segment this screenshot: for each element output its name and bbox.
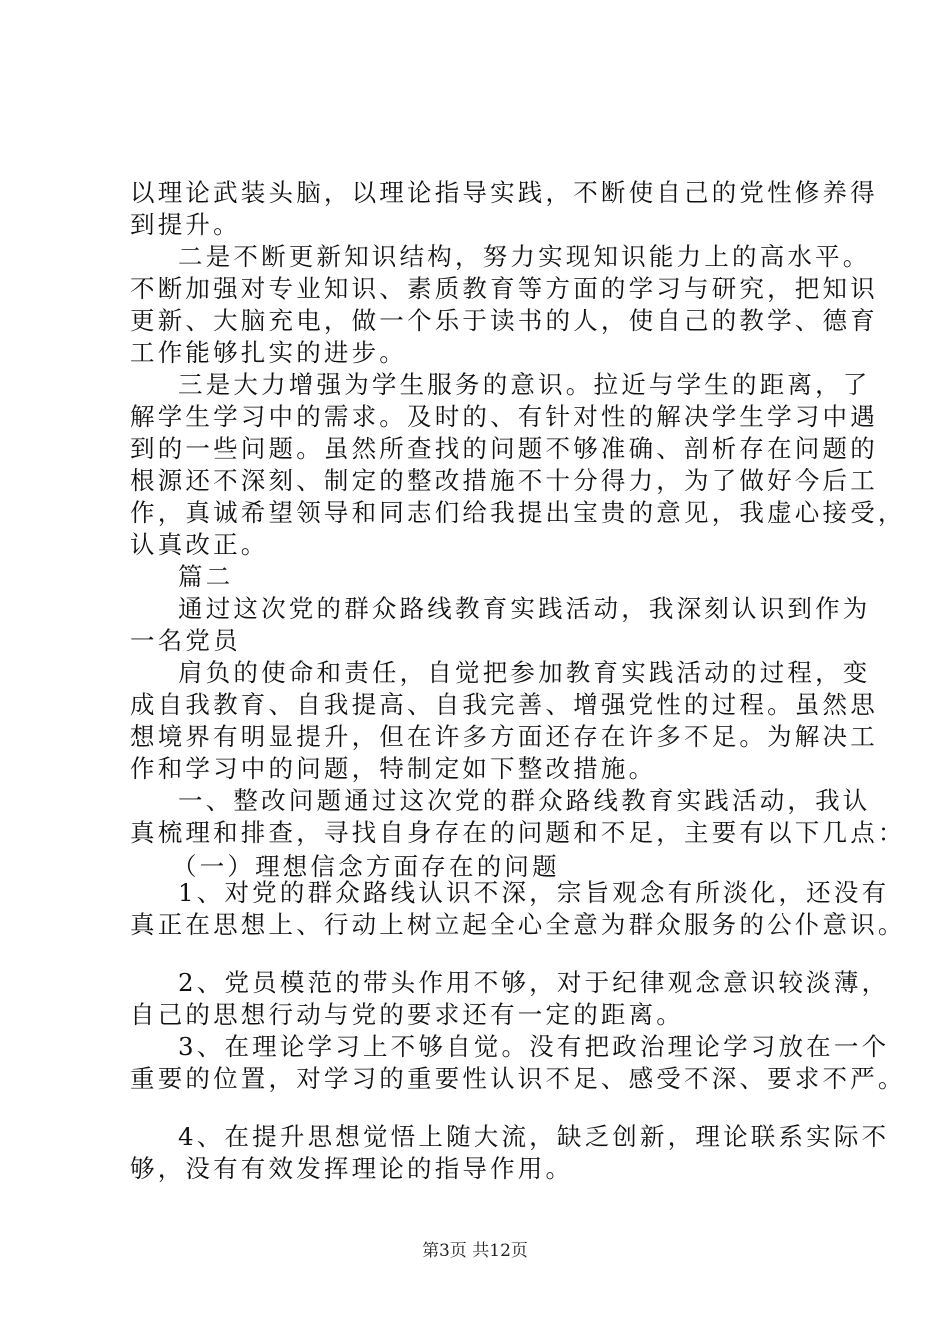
text-line: 作和学习中的问题，特制定如下整改措施。 bbox=[130, 754, 657, 783]
list-item-1-line: 1、对党的群众路线认识不深，宗旨观念有所淡化，还没有 bbox=[178, 878, 890, 907]
text-line: 以理论武装头脑，以理论指导实践，不断使自己的党性修养得 bbox=[130, 178, 878, 207]
list-item-4-line: 4、在提升思想觉悟上随大流，缺乏创新，理论联系实际不 bbox=[178, 1122, 890, 1151]
text-line: 作，真诚希望领导和同志们给我提出宝贵的意见，我虚心接受， bbox=[130, 498, 906, 527]
text-line: 根源还不深刻、制定的整改措施不十分得力，为了做好今后工 bbox=[130, 466, 878, 495]
subsection-heading: （一）理想信念方面存在的问题 bbox=[172, 852, 560, 881]
list-item-3-line: 3、在理论学习上不够自觉。没有把政治理论学习放在一个 bbox=[178, 1032, 890, 1061]
text-line: 真梳理和排查，寻找自身存在的问题和不足，主要有以下几点： bbox=[130, 818, 906, 847]
text-line: 自己的思想行动与党的要求还有一定的距离。 bbox=[130, 1000, 684, 1029]
paragraph-start-line: 肩负的使命和责任，自觉把参加教育实践活动的过程，变 bbox=[178, 658, 871, 687]
text-line: 成自我教育、自我提高、自我完善、增强党性的过程。虽然思 bbox=[130, 690, 878, 719]
paragraph-start-line: 通过这次党的群众路线教育实践活动，我深刻认识到作为 bbox=[178, 594, 871, 623]
text-line: 更新、大脑充电，做一个乐于读书的人，使自己的教学、德育 bbox=[130, 306, 878, 335]
section-heading: 篇二 bbox=[178, 562, 234, 591]
text-line: 认真改正。 bbox=[130, 530, 269, 559]
text-line: 想境界有明显提升，但在许多方面还存在许多不足。为解决工 bbox=[130, 722, 878, 751]
paragraph-start-line: 二是不断更新知识结构，努力实现知识能力上的高水平。 bbox=[178, 242, 871, 271]
text-line: 不断加强对专业知识、素质教育等方面的学习与研究，把知识 bbox=[130, 274, 878, 303]
paragraph-start-line: 三是大力增强为学生服务的意识。拉近与学生的距离，了 bbox=[178, 370, 871, 399]
text-line: 到的一些问题。虽然所查找的问题不够准确、剖析存在问题的 bbox=[130, 434, 878, 463]
text-line: 到提升。 bbox=[130, 210, 241, 239]
text-line: 一名党员 bbox=[130, 626, 241, 655]
text-line: 重要的位置，对学习的重要性认识不足、感受不深、要求不严。 bbox=[130, 1064, 906, 1093]
list-item-2-line: 2、党员模范的带头作用不够，对于纪律观念意识较淡薄， bbox=[178, 968, 890, 997]
text-line: 真正在思想上、行动上树立起全心全意为群众服务的公仆意识。 bbox=[130, 910, 906, 939]
text-line: 工作能够扎实的进步。 bbox=[130, 338, 407, 367]
page-footer: 第3页 共12页 bbox=[422, 1241, 528, 1261]
text-line: 够，没有有效发挥理论的指导作用。 bbox=[130, 1154, 574, 1183]
text-line: 解学生学习中的需求。及时的、有针对性的解决学生学习中遇 bbox=[130, 402, 878, 431]
paragraph-start-line: 一、整改问题通过这次党的群众路线教育实践活动，我认 bbox=[178, 786, 871, 815]
